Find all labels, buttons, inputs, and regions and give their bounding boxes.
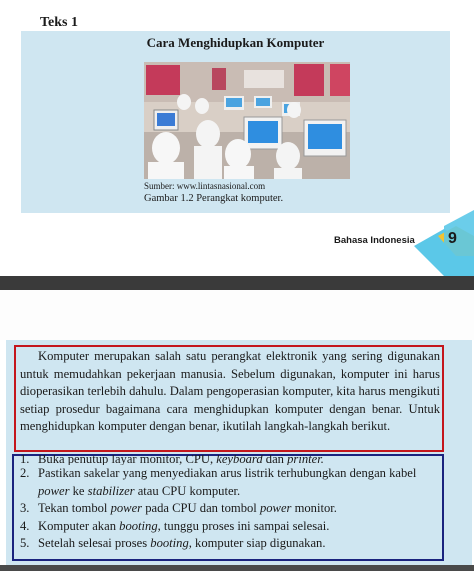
step-number: 4. xyxy=(20,518,30,533)
step-emphasis: power xyxy=(259,501,292,515)
page-gap xyxy=(0,290,474,340)
step-emphasis: power xyxy=(110,501,143,515)
step-number: 3. xyxy=(20,501,30,515)
figure-caption: Gambar 1.2 Perangkat komputer. xyxy=(144,193,284,204)
step-text: Setelah selesai proses booting, komputer siap digunakan. xyxy=(38,536,326,550)
step-emphasis: booting xyxy=(150,536,189,550)
step-text: Komputer akan booting, tunggu proses ini sampai selesai. xyxy=(38,518,330,533)
step-emphasis: booting xyxy=(119,518,158,533)
bottom-edge xyxy=(0,565,474,571)
step-item xyxy=(20,465,440,500)
step-emphasis: printer. xyxy=(287,455,324,465)
step-item xyxy=(20,455,440,465)
step-emphasis: power xyxy=(38,483,70,498)
page-number: 9 xyxy=(448,230,457,247)
step-item xyxy=(20,535,440,553)
upper-page xyxy=(0,0,474,276)
step-emphasis: stabilizer xyxy=(87,483,135,498)
step-emphasis: keyboard xyxy=(216,455,263,465)
book-title-footer: Bahasa Indonesia xyxy=(334,235,415,246)
step-text: Buka penutup layar monitor, CPU, keyboard dan printer. xyxy=(38,455,324,465)
step-item xyxy=(20,518,440,536)
step-text: Tekan tombol power pada CPU dan tombol power monitor. xyxy=(38,501,337,515)
figure-source: Sumber: www.lintasnasional.com xyxy=(144,181,266,191)
step-item xyxy=(20,500,440,518)
step-number: 2. xyxy=(20,466,30,480)
figure-title: Cara Menghidupkan Komputer xyxy=(146,35,325,50)
intro-paragraph: Komputer merupakan salah satu perangkat elektronik yang sering digunakan untuk memudahkan pekerjaan manusia. Sebelum digunakan, komputer ini harus dioperasikan terlebih dahulu. Dalam pengoperasian komputer, kita harus mengikuti setiap prosedur bagaimana cara menghidupkan komputer dengan benar. Untuk menghidupkan komputer dengan benar, ikutilah langkah-langkah berikut. xyxy=(20,349,440,434)
page-divider xyxy=(0,276,474,290)
step-number: 1. xyxy=(20,455,30,465)
teks-label: Teks 1 xyxy=(40,15,79,30)
steps-list xyxy=(20,455,440,553)
step-number: 5. xyxy=(20,536,30,550)
step-text: Pastikan sakelar yang menyediakan arus listrik terhubungkan dengan kabel power ke stabilizer atau CPU komputer. xyxy=(38,466,417,498)
